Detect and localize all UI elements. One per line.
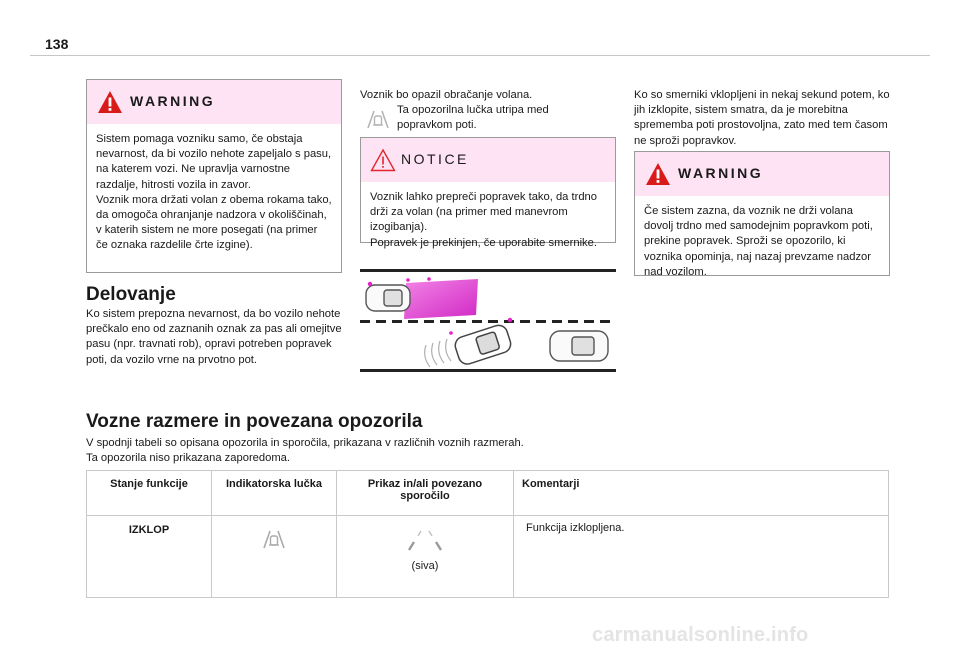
header-display: Prikaz in/ali povezano sporočilo xyxy=(337,471,514,516)
lane-dashes xyxy=(360,320,610,323)
warning-text: Če sistem zazna, da voznik ne drži volana dovolj trdno med samodejnim popravkom poti, prekine popravek. Sproži se opozorilo, ki voznika opominja, naj nazaj prevzame nadzor nad vozilom. xyxy=(644,205,873,278)
header-comments: Komentarji xyxy=(514,471,889,516)
conditions-table xyxy=(86,470,889,598)
header-state: Stanje funkcije xyxy=(87,471,212,516)
warning-label: WARNING xyxy=(130,93,216,109)
notice-label: NOTICE xyxy=(401,151,469,167)
section-heading: Vozne razmere in povezana opozorila xyxy=(86,411,423,432)
lane-assist-off-icon xyxy=(261,528,287,550)
car-lower-right xyxy=(550,331,608,361)
warning-box-2 xyxy=(634,151,890,276)
notice-box xyxy=(360,137,616,249)
header-indicator: Indikatorska lučka xyxy=(212,471,337,516)
cell-display xyxy=(337,516,514,598)
car-correcting xyxy=(453,323,513,366)
notice-text: Voznik lahko prepreči popravek tako, da trdno drži za volan (na primer med manevrom izogibanja). Popravek je prekinjen, če uporabite smernike. xyxy=(370,191,597,249)
warning-triangle-icon xyxy=(97,90,123,114)
car-upper-left xyxy=(366,285,410,311)
car-ghost-trail xyxy=(425,339,451,367)
road-bottom-border xyxy=(360,369,616,372)
cell-state: IZKLOP xyxy=(87,516,212,598)
page-number: 138 xyxy=(45,36,69,52)
warning-box-1 xyxy=(86,79,342,273)
table-row xyxy=(87,516,889,598)
notice-triangle-icon xyxy=(370,148,396,172)
display-caption: (siva) xyxy=(411,560,439,572)
lane-correction-illustration xyxy=(360,263,616,378)
table-header-row xyxy=(87,471,889,516)
warning-label: WARNING xyxy=(678,165,764,181)
section-intro-2: Ta opozorila niso prikazana zaporedoma. xyxy=(86,452,290,464)
header-divider xyxy=(30,55,930,56)
warning-triangle-icon xyxy=(645,162,671,186)
warning-box-2-header xyxy=(635,152,889,196)
cell-comment: Funkcija izklopljena. xyxy=(514,516,889,598)
warning-box-header xyxy=(87,80,341,124)
delovanje-paragraph: Ko sistem prepozna nevarnost, da bo vozilo nehote prečkalo eno od zaznanih oznak za pas ali omejitve pasu (npr. travnati rob), opravi potreben popravek poti, da vozilo vrne na prvotno pot. xyxy=(86,308,342,366)
section-intro-1: V spodnji tabeli so opisana opozorila in sporočila, prikazana v različnih voznih razmerah. xyxy=(86,437,524,449)
detection-zone xyxy=(404,279,478,319)
delovanje-heading: Delovanje xyxy=(86,284,176,305)
watermark-footer: carmanualsonline.info xyxy=(592,624,809,646)
col2-intro: Voznik bo opazil obračanje volana. xyxy=(360,89,533,101)
road-top-border xyxy=(360,269,616,272)
grey-lane-lines-icon xyxy=(395,526,455,552)
cell-indicator xyxy=(212,516,337,598)
indicator-description: Ta opozorilna lučka utripa med popravkom poti. xyxy=(397,104,549,132)
notice-box-header xyxy=(361,138,615,182)
warning-text: Sistem pomaga vozniku samo, če obstaja nevarnost, da bi vozilo nehote zapeljalo s pasu, na katerem vozi. Ne upravlja varnostne razdalje, hitrosti vozila in zavor. Voznik mora držati volan z obema rokama tako, da omogoča ohranjanje nadzora v okoliščinah, v katerih sistem ne more posegati (na primer če oznaka razdelile črte izgine). xyxy=(96,133,332,252)
lane-warning-indicator-icon xyxy=(365,108,391,130)
col3-paragraph: Ko so smerniki vklopljeni in nekaj sekund potem, ko jih izklopite, sistem smatra, da je morebitna sprememba poti prostovoljna, zato med tem časom ne sproži popravkov. xyxy=(634,89,890,147)
